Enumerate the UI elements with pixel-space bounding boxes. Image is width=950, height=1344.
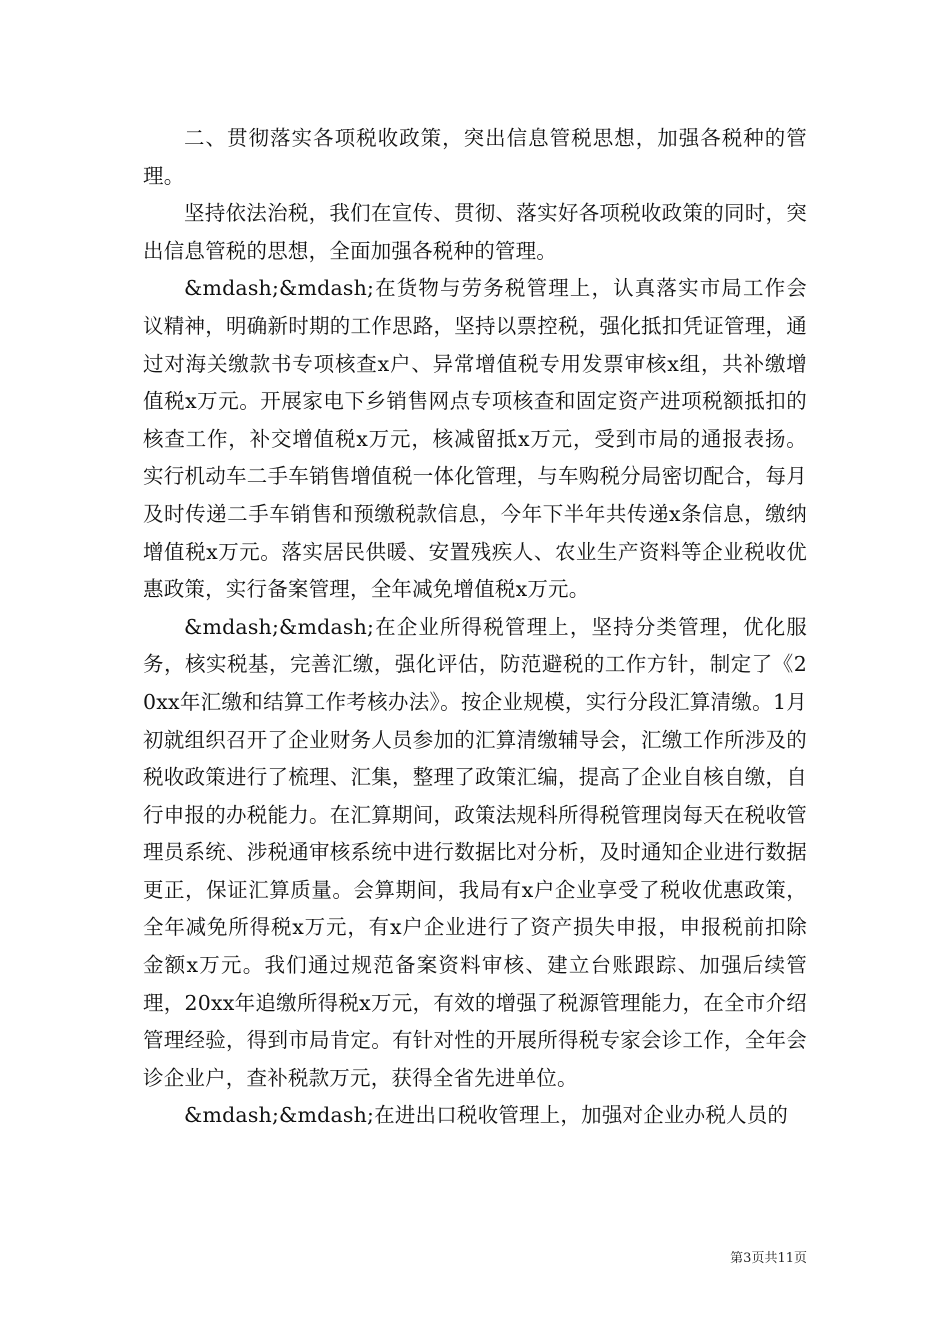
paragraph-heading-2: 二、贯彻落实各项税收政策，突出信息管税思想，加强各税种的管理。 (143, 126, 807, 188)
paragraph-goods-services-tax: &mdash;&mdash;在货物与劳务税管理上，认真落实市局工作会议精神，明确新时期的工作思路，坚持以票控税，强化抵扣凭证管理，通过对海关缴款书专项核查x户、异常增值税专用发票审核x组，共补缴增值税x万元。开展家电下乡销售网点专项核查和固定资产进项税额抵扣的核查工作，补交增值税x万元，核减留抵x万元，受到市局的通报表扬。实行机动车二手车销售增值税一体化管理，与车购税分局密切配合，每月及时传递二手车销售和预缴税款信息，今年下半年共传递x条信息，缴纳增值税x万元。落实居民供暖、安置残疾人、农业生产资料等企业税收优惠政策，实行备案管理，全年减免增值税x万元。 (143, 276, 807, 602)
paragraph-import-export-tax: &mdash;&mdash;在进出口税收管理上，加强对企业办税人员的 (184, 1103, 789, 1128)
paragraph-intro: 坚持依法治税，我们在宣传、贯彻、落实好各项税收政策的同时，突出信息管税的思想，全面加强各税种的管理。 (143, 201, 807, 263)
page-number-footer: 第3页共11页 (730, 1251, 807, 1266)
document-body (143, 120, 807, 1135)
paragraph-corporate-income-tax: &mdash;&mdash;在企业所得税管理上，坚持分类管理，优化服务，核实税基，完善汇缴，强化评估，防范避税的工作方针，制定了《20xx年汇缴和结算工作考核办法》。按企业规模，实行分段汇算清缴。1月初就组织召开了企业财务人员参加的汇算清缴辅导会，汇缴工作所涉及的税收政策进行了梳理、汇集，整理了政策汇编，提高了企业自核自缴，自行申报的办税能力。在汇算期间，政策法规科所得税管理岗每天在税收管理员系统、涉税通审核系统中进行数据比对分析，及时通知企业进行数据更正，保证汇算质量。会算期间，我局有x户企业享受了税收优惠政策，全年减免所得税x万元，有x户企业进行了资产损失申报，申报税前扣除金额x万元。我们通过规范备案资料审核、建立台账跟踪、加强后续管理，20xx年追缴所得税x万元，有效的增强了税源管理能力，在全市介绍管理经验，得到市局肯定。有针对性的开展所得税专家会诊工作，全年会诊企业户，查补税款万元，获得全省先进单位。 (143, 614, 807, 1090)
